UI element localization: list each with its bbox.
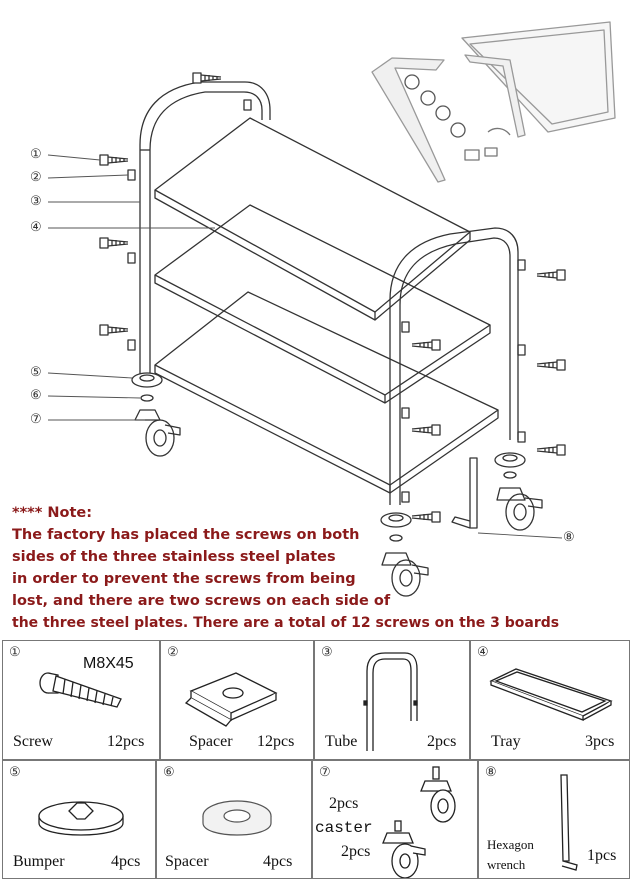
part-number: ⑧ (485, 765, 497, 780)
part-tube (314, 640, 470, 760)
part-name: caster (315, 819, 373, 837)
middle-tray (155, 205, 490, 403)
part-hex-wrench (478, 760, 630, 879)
part-number: ⑥ (163, 765, 175, 780)
package-thumbnail (372, 22, 615, 182)
part-qty: 4pcs (111, 853, 141, 870)
assembly-note (12, 502, 627, 634)
note-line: in order to prevent the screws from being (12, 571, 356, 587)
part-qty: 1pcs (587, 847, 617, 864)
caster-qty-bottom: 2pcs (341, 843, 371, 860)
parts-list (0, 640, 630, 879)
callout-3: ③ (30, 194, 42, 209)
callout-2: ② (30, 170, 42, 185)
part-qty: 12pcs (257, 733, 295, 750)
part-spacer-bracket (160, 640, 314, 760)
part-name: Tube (325, 733, 358, 750)
part-caster (312, 760, 478, 879)
part-number: ⑦ (319, 765, 331, 780)
part-number: ① (9, 645, 21, 660)
part-number: ② (167, 645, 179, 660)
leader-lines (48, 155, 562, 538)
callout-8: ⑧ (563, 530, 575, 545)
part-name: Spacer (165, 853, 209, 870)
callout-1: ① (30, 147, 42, 162)
part-spec: M8X45 (83, 655, 134, 672)
note-line: The factory has placed the screws on both (12, 527, 360, 543)
screws-left (100, 73, 251, 350)
note-line: the three steel plates. There are a total of 12 screws on the 3 boards (12, 615, 560, 631)
part-name: Screw (13, 733, 53, 750)
screws-right (402, 260, 565, 522)
part-number: ④ (477, 645, 489, 660)
callout-5: ⑤ (30, 365, 42, 380)
part-name: Hexagon (487, 837, 534, 852)
callout-4: ④ (30, 220, 42, 235)
note-line: sides of the three stainless steel plates (12, 549, 336, 565)
part-number: ③ (321, 645, 333, 660)
part-name: Bumper (13, 853, 65, 870)
note-heading: **** Note: (12, 505, 93, 521)
part-name: Spacer (189, 733, 233, 750)
caster-left (132, 373, 180, 456)
part-name: Tray (491, 733, 521, 750)
part-qty: 4pcs (263, 853, 293, 870)
part-spacer-washer (156, 760, 312, 879)
part-bumper (2, 760, 156, 879)
callout-7: ⑦ (30, 412, 42, 427)
bottom-tray (155, 292, 498, 493)
part-number: ⑤ (9, 765, 21, 780)
note-line: lost, and there are two screws on each side of (12, 593, 391, 609)
part-tray (470, 640, 630, 760)
part-screw (2, 640, 160, 760)
caster-qty-top: 2pcs (329, 795, 359, 812)
part-qty: 2pcs (427, 733, 457, 750)
part-qty: 3pcs (585, 733, 615, 750)
part-qty: 12pcs (107, 733, 145, 750)
part-name: wrench (487, 857, 526, 872)
left-tube (140, 82, 270, 375)
callout-6: ⑥ (30, 388, 42, 403)
